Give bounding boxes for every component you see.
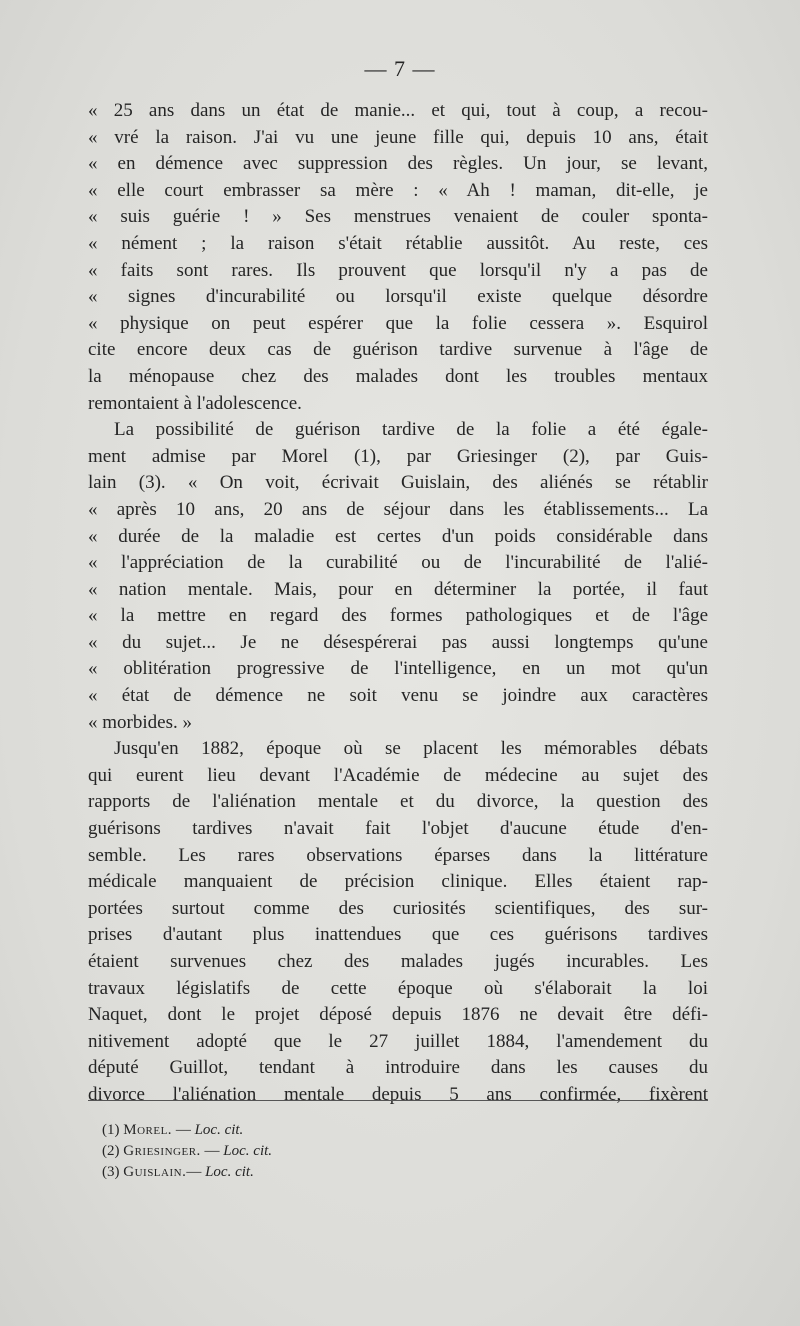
text-line: remontaient à l'adolescence. [88, 392, 302, 414]
footnote [102, 1162, 272, 1183]
text-line: ment admise par Morel (1), par Griesinger (2), par Guis- [88, 445, 708, 467]
text-line: nitivement adopté que le 27 juillet 1884, l'amendement du [88, 1030, 708, 1052]
footnote-reference: Loc. cit. [223, 1143, 273, 1159]
text-line: « en démence avec suppression des règles. Un jour, se levant, [88, 153, 708, 175]
text-line: « suis guérie ! » Ses menstrues venaient de couler sponta- [88, 206, 708, 228]
footnote-divider [88, 1100, 708, 1101]
footnote-reference: Loc. cit. [205, 1164, 254, 1180]
text-line: « faits sont rares. Ils prouvent que lorsqu'il n'y a pas de [88, 259, 708, 281]
text-line: qui eurent lieu devant l'Académie de médecine au sujet des [88, 764, 708, 786]
footnote-author: Guislain. [123, 1164, 187, 1180]
footnote-separator: — [200, 1143, 224, 1159]
footnote-number: (3) [102, 1164, 120, 1180]
footnote-author: Griesinger. [123, 1143, 201, 1159]
text-line: divorce l'aliénation mentale depuis 5 ans confirmée, fixèrent [88, 1083, 708, 1105]
footnote-number: (2) [102, 1143, 120, 1159]
text-line: travaux législatifs de cette époque où s'élaborait la loi [88, 977, 708, 999]
text-line: La possibilité de guérison tardive de la folie a été égale- [114, 419, 708, 441]
footnote [102, 1120, 272, 1141]
text-line: « 25 ans dans un état de manie... et qui, tout à coup, a recou- [88, 100, 708, 121]
footnote [102, 1141, 272, 1162]
text-line: lain (3). « On voit, écrivait Guislain, des aliénés se rétablir [88, 472, 708, 494]
footnote-author: Morel. [123, 1122, 173, 1138]
text-line: « durée de la maladie est certes d'un poids considérable dans [88, 525, 708, 547]
text-line: Naquet, dont le projet déposé depuis 1876 ne devait être défi- [88, 1004, 708, 1026]
text-line: « l'appréciation de la curabilité ou de l'incurabilité de l'alié- [88, 552, 708, 574]
page-number: — 7 — [364, 56, 436, 81]
text-line: « morbides. » [88, 711, 192, 733]
body-text [88, 98, 708, 1109]
footnote-separator: — [172, 1122, 195, 1138]
text-line: prises d'autant plus inattendues que ces guérisons tardives [88, 924, 708, 946]
text-line: semble. Les rares observations éparses dans la littérature [88, 844, 708, 866]
text-line: « après 10 ans, 20 ans de séjour dans les établissements... La [88, 498, 708, 520]
footnotes [102, 1120, 272, 1183]
text-line: la ménopause chez des malades dont les troubles mentaux [88, 365, 708, 387]
text-line: « vré la raison. J'ai vu une jeune fille qui, depuis 10 ans, était [88, 126, 708, 148]
text-line: « nément ; la raison s'était rétablie aussitôt. Au reste, ces [88, 232, 708, 254]
text-line: « elle court embrasser sa mère : « Ah ! maman, dit-elle, je [88, 179, 708, 201]
text-line: « du sujet... Je ne désespérerai pas aussi longtemps qu'une [88, 631, 708, 653]
text-line: Jusqu'en 1882, époque où se placent les mémorables débats [114, 738, 708, 760]
text-line: portées surtout comme des curiosités scientifiques, des sur- [88, 897, 708, 919]
text-line: « état de démence ne soit venu se joindre aux caractères [88, 685, 708, 707]
text-line: guérisons tardives n'avait fait l'objet d'aucune étude d'en- [88, 818, 708, 840]
text-line: député Guillot, tendant à introduire dans les causes du [88, 1057, 708, 1079]
footnote-reference: Loc. cit. [194, 1122, 244, 1138]
text-line: étaient survenues chez des malades jugés incurables. Les [88, 951, 708, 972]
text-line: cite encore deux cas de guérison tardive survenue à l'âge de [88, 339, 708, 361]
text-line: rapports de l'aliénation mentale et du divorce, la question des [88, 791, 708, 813]
text-line: médicale manquaient de précision clinique. Elles étaient rap- [88, 871, 708, 893]
text-line: « nation mentale. Mais, pour en déterminer la portée, il faut [88, 578, 708, 600]
text-line: « physique on peut espérer que la folie cessera ». Esquirol [88, 312, 708, 334]
footnote-number: (1) [102, 1122, 120, 1138]
text-line: « signes d'incurabilité ou lorsqu'il existe quelque désordre [88, 286, 708, 308]
footnote-separator: — [186, 1164, 206, 1180]
text-line: « oblitération progressive de l'intelligence, en un mot qu'un [88, 658, 708, 680]
text-line: « la mettre en regard des formes pathologiques et de l'âge [88, 605, 708, 627]
